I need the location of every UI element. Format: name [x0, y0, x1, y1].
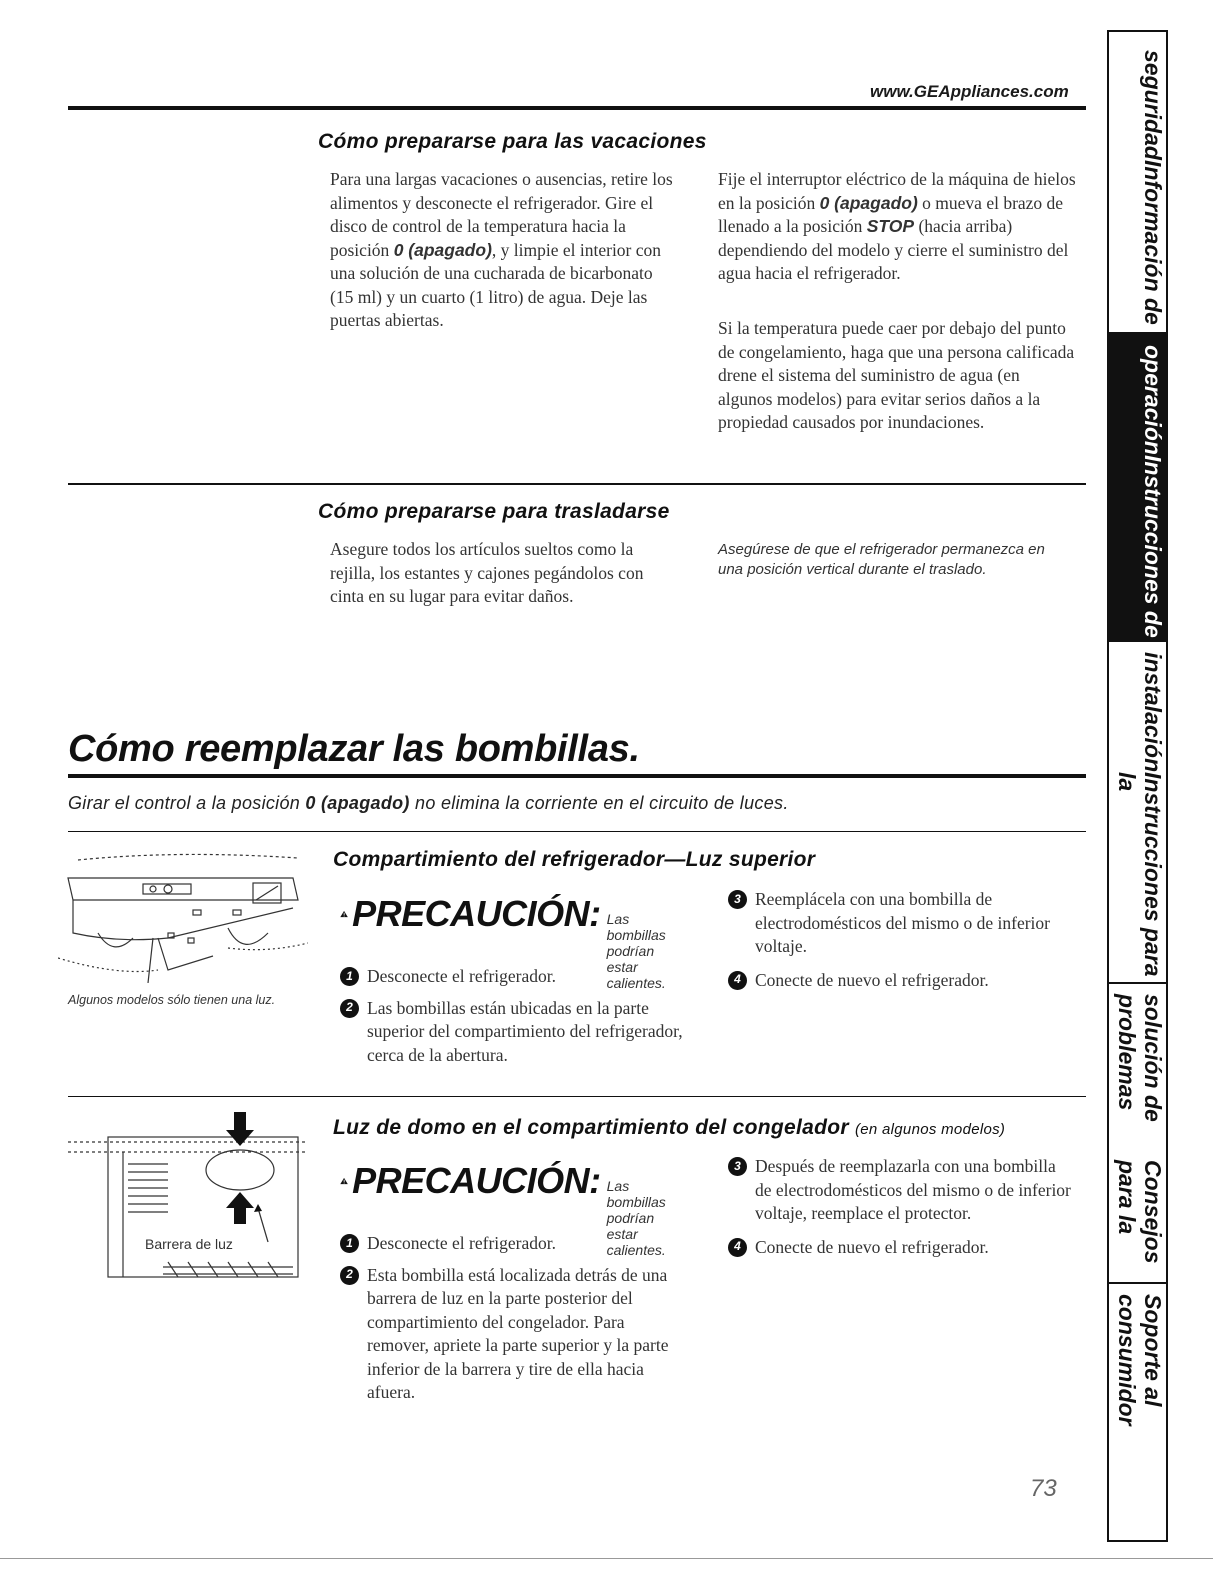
step-2: 2 Esta bombilla está localizada detrás de una barrera de luz en la parte posterior del compartimiento del congelador. Para remover, apriete la parte superior y la parte inferior de la barrera y tire de ella hacia afuera. — [340, 1264, 690, 1405]
step-3: 3 Reemplácela con una bombilla de electrodomésticos del mismo o de inferior voltaje. — [728, 888, 1073, 959]
step-number: 3 — [728, 890, 747, 909]
step-number: 4 — [728, 1238, 747, 1257]
traslado-heading: Cómo prepararse para trasladarse — [318, 500, 670, 523]
freezer-light-illustration — [68, 1112, 308, 1282]
caution-text: Las bombillas podrían estar calientes. — [606, 911, 666, 991]
refrigerador-luz-heading: Compartimiento del refrigerador—Luz superior — [333, 848, 816, 871]
traslado-left-paragraph: Asegure todos los artículos sueltos como la rejilla, los estantes y cajones pegándolos con cinta en su lugar para evitar daños. — [330, 539, 644, 606]
section-tabs — [1107, 30, 1168, 1542]
subsection-rule — [68, 831, 1086, 832]
barrier-label: Barrera de luz — [145, 1236, 233, 1252]
step-number: 2 — [340, 1266, 359, 1285]
refrigerador-steps-left — [340, 965, 690, 1067]
tab-soporte-consumidor[interactable]: Soporte al consumidor — [1114, 1294, 1166, 1426]
vacaciones-right-paragraph-2: Si la temperatura puede caer por debajo del punto de congelamiento, haga que una persona calificada drene el sistema del suministro de agua (en algunos modelos) para evitar serios daños a la propiedad causados por inundaciones. — [718, 318, 1075, 432]
step-number: 4 — [728, 971, 747, 990]
tab-instrucciones-operacion[interactable]: Instrucciones de operación — [1109, 332, 1166, 640]
tab-instrucciones-instalacion[interactable]: Instrucciones para la instalación — [1114, 652, 1166, 977]
vacaciones-left-paragraph: Para una largas vacaciones o ausencias, retire los alimentos y desconecte el refrigerador. Gire el disco de control de la temperatura hacia la posición 0 (apagado), y limpie el interior con una solución de una cucharada de bicarbonato (15 ml) y un cuarto (1 litro) de agua. Deje las puertas abiertas. — [330, 169, 673, 330]
bottom-rule — [0, 1558, 1213, 1559]
section-rule — [68, 483, 1086, 485]
subsection-rule-2 — [68, 1096, 1086, 1097]
step-number: 1 — [340, 1234, 359, 1253]
tab-informacion-seguridad[interactable]: Información de seguridad — [1140, 49, 1166, 325]
step-4: 4 Conecte de nuevo el refrigerador. — [728, 1236, 1073, 1260]
vacaciones-right-paragraph: Fije el interruptor eléctrico de la máquina de hielos en la posición 0 (apagado) o mueva el brazo de llenado a la posición STOP (hacia arriba) dependiendo del modelo y cierre el suministro del agua hacia el refrigerador. — [718, 169, 1076, 283]
congelador-steps-left — [340, 1232, 690, 1405]
bombillas-subtitle: Girar el control a la posición 0 (apagado) no elimina la corriente en el circuito de luces. — [68, 793, 789, 813]
caution-text: Las bombillas podrían estar calientes. — [606, 1178, 666, 1258]
warning-icon — [340, 1169, 348, 1193]
refrigerador-steps-right — [728, 888, 1073, 992]
step-4: 4 Conecte de nuevo el refrigerador. — [728, 969, 1073, 993]
header-rule — [68, 106, 1086, 110]
caution-title: PRECAUCIÓN: — [352, 893, 601, 934]
tab-solucion-problemas[interactable]: Consejos para la solución de problemas — [1114, 994, 1166, 1264]
refrigerator-light-illustration — [58, 848, 308, 983]
caution-title: PRECAUCIÓN: — [352, 1160, 601, 1201]
step-number: 1 — [340, 967, 359, 986]
step-number: 3 — [728, 1157, 747, 1176]
image-caption: Algunos modelos sólo tienen una luz. — [68, 993, 276, 1007]
step-1: 1 Desconecte el refrigerador. — [340, 1232, 690, 1256]
website-url: www.GEAppliances.com — [870, 82, 1069, 101]
vacaciones-heading: Cómo prepararse para las vacaciones — [318, 130, 707, 153]
page-number: 73 — [1030, 1475, 1057, 1502]
bombillas-heading: Cómo reemplazar las bombillas. — [68, 728, 640, 770]
congelador-luz-heading: Luz de domo en el compartimiento del congelador (en algunos modelos) — [333, 1116, 1006, 1139]
step-number: 2 — [340, 999, 359, 1018]
traslado-note: Asegúrese de que el refrigerador permanezca en una posición vertical durante el traslado. — [718, 541, 1045, 578]
heading-rule — [68, 774, 1086, 778]
step-3: 3 Después de reemplazarla con una bombilla de electrodomésticos del mismo o de inferior voltaje, reemplace el protector. — [728, 1155, 1073, 1226]
step-2: 2 Las bombillas están ubicadas en la parte superior del compartimiento del refrigerador, cerca de la abertura. — [340, 997, 690, 1068]
congelador-steps-right — [728, 1155, 1073, 1259]
warning-icon — [340, 902, 348, 926]
step-1: 1 Desconecte el refrigerador. — [340, 965, 690, 989]
